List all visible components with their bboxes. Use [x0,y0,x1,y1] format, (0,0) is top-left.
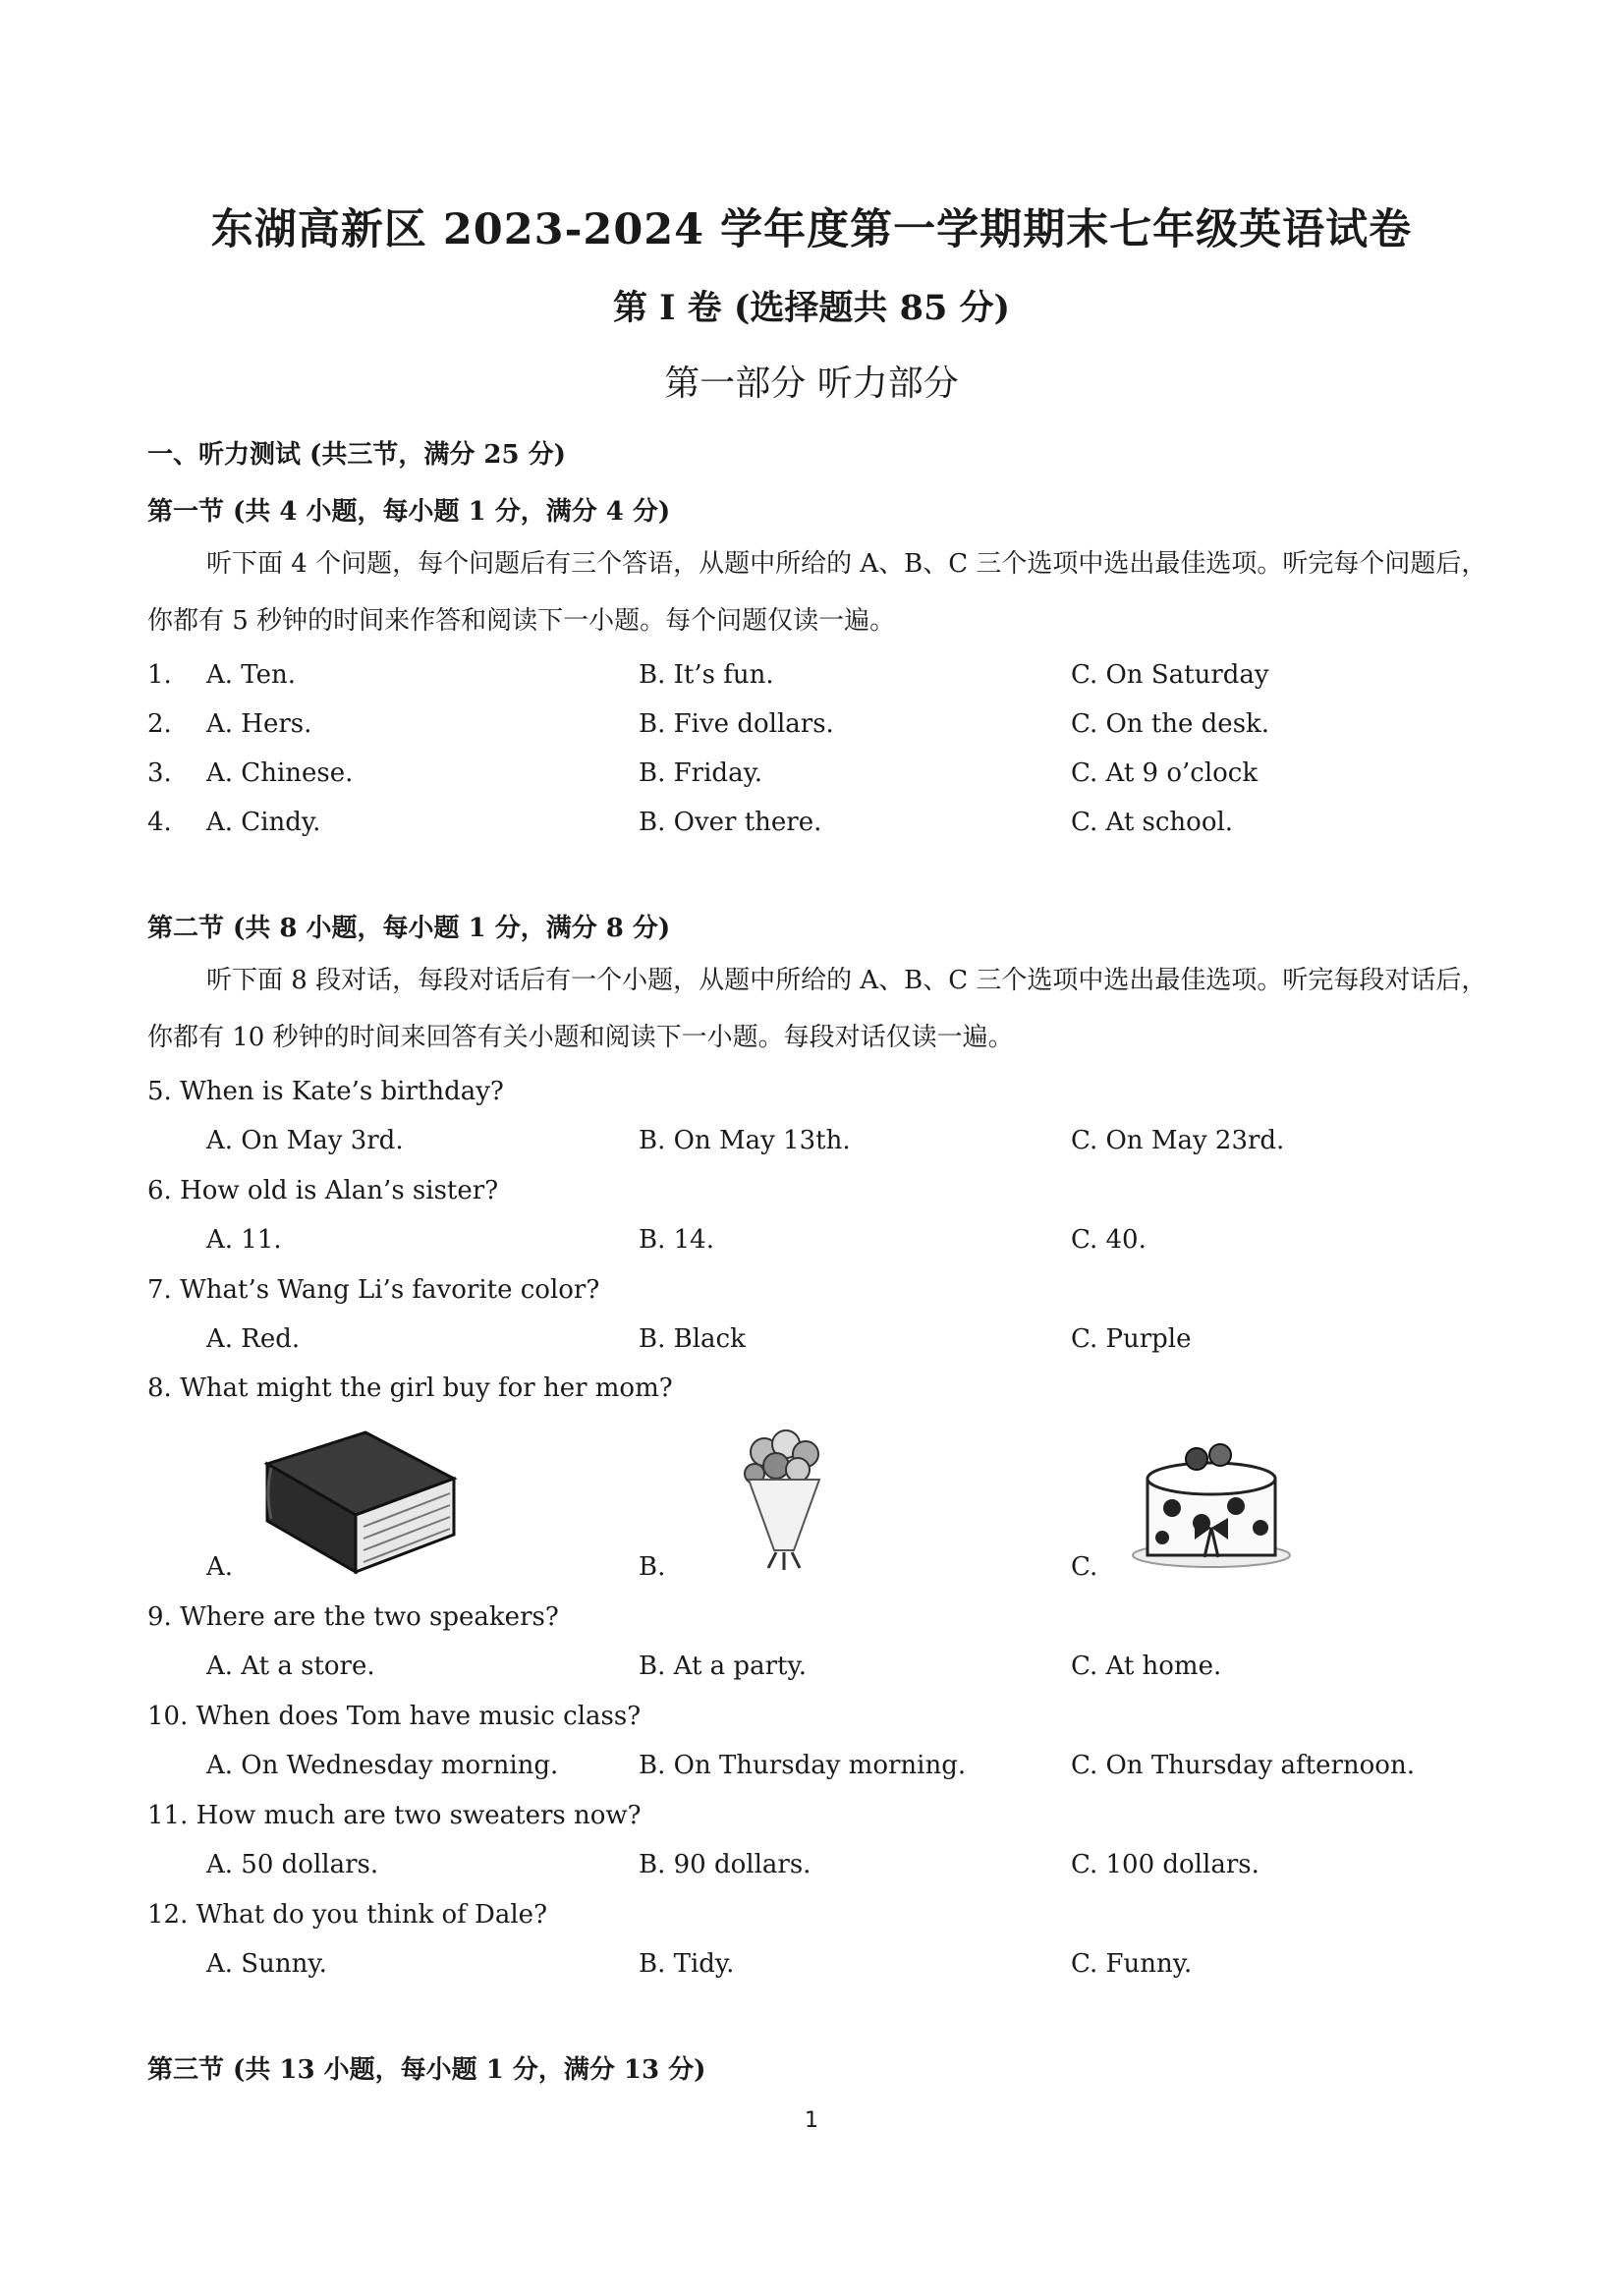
question-number: 4. [147,808,172,837]
question-stem: 11. How much are two sweaters now? [147,1801,642,1830]
option-a: A. On Wednesday morning. [206,1751,559,1780]
option-a: A. On May 3rd. [206,1126,404,1155]
question-stem: 6. How old is Alan’s sister? [147,1176,499,1205]
volume-subtitle: 第 I 卷 (选择题共 85 分) [612,288,1011,328]
option-b: B. On May 13th. [639,1126,851,1155]
section-main-heading: 一、听力测试 (共三节，满分 25 分) [147,440,566,470]
option-c: C. On Thursday afternoon. [1071,1751,1415,1780]
section2-heading: 第二节 (共 8 小题，每小题 1 分，满分 8 分) [147,914,671,943]
option-b: B. Over there. [639,808,822,837]
option-a: A. Ten. [206,660,297,690]
question-stem: 9. Where are the two speakers? [147,1602,559,1632]
option-a: A. Sunny. [206,1949,327,1979]
option-a: A. Cindy. [206,808,321,837]
question-stem: 7. What’s Wang Li’s favorite color? [147,1275,600,1305]
question-stem: 5. When is Kate’s birthday? [147,1077,504,1106]
option-c: C. Purple [1071,1324,1192,1354]
option-b: B. At a party. [639,1652,807,1681]
option-c: C. At school. [1071,808,1234,837]
option-a: A. 11. [206,1225,282,1255]
option-c: C. 100 dollars. [1071,1850,1259,1879]
question-stem: 12. What do you think of Dale? [147,1900,548,1930]
section3-heading: 第三节 (共 13 小题，每小题 1 分，满分 13 分) [147,2055,706,2085]
option-a: A. Hers. [206,709,312,739]
option-b: B. Five dollars. [639,709,834,739]
option-a: A. 50 dollars. [206,1850,379,1879]
option-b: B. It’s fun. [639,660,774,690]
part-title: 第一部分 听力部分 [664,364,959,404]
question-number: 2. [147,709,172,739]
question-stem: 10. When does Tom have music class? [147,1702,642,1731]
option-b: B. 14. [639,1225,714,1255]
option-c: C. 40. [1071,1225,1147,1255]
option-b: B. Friday. [639,758,763,788]
question-number: 1. [147,660,172,690]
option-c: C. On May 23rd. [1071,1126,1285,1155]
question-number: 3. [147,758,172,788]
option-c: C. At home. [1071,1652,1222,1681]
option-a: A. At a store. [206,1652,375,1681]
option-b: B. Tidy. [639,1949,735,1979]
option-c: C. At 9 o’clock [1071,758,1259,788]
option-a: A. Chinese. [206,758,354,788]
exam-title: 东湖高新区 2023-2024 学年度第一学期期末七年级英语试卷 [210,205,1413,254]
flowers-icon [725,1423,843,1580]
page-number: 1 [805,2108,818,2133]
option-b: B. [639,1552,666,1582]
option-c: C. On Saturday [1071,660,1269,690]
option-c: C. [1071,1552,1098,1582]
option-a: A. Red. [206,1324,301,1354]
section1-heading: 第一节 (共 4 小题，每小题 1 分，满分 4 分) [147,497,671,527]
option-c: C. On the desk. [1071,709,1270,739]
section2-instructions: 听下面 8 段对话，每段对话后有一个小题，从题中所给的 A、B、C 三个选项中选出最佳选项。听完每段对话后，你都有 10 秒钟的时间来回答有关小题和阅读下一小题。每段对话仅读一遍。 [147,966,1487,1052]
option-b: B. 90 dollars. [639,1850,812,1879]
option-c: C. Funny. [1071,1949,1193,1979]
option-b: B. Black [639,1324,746,1354]
book-icon [257,1425,464,1582]
option-b: B. On Thursday morning. [639,1751,967,1780]
cake-icon [1118,1429,1305,1577]
option-a: A. [206,1552,234,1582]
question-stem: 8. What might the girl buy for her mom? [147,1373,673,1403]
section1-instructions: 听下面 4 个问题，每个问题后有三个答语，从题中所给的 A、B、C 三个选项中选出最佳选项。听完每个问题后，你都有 5 秒钟的时间来作答和阅读下一小题。每个问题仅读一遍。 [147,549,1487,636]
